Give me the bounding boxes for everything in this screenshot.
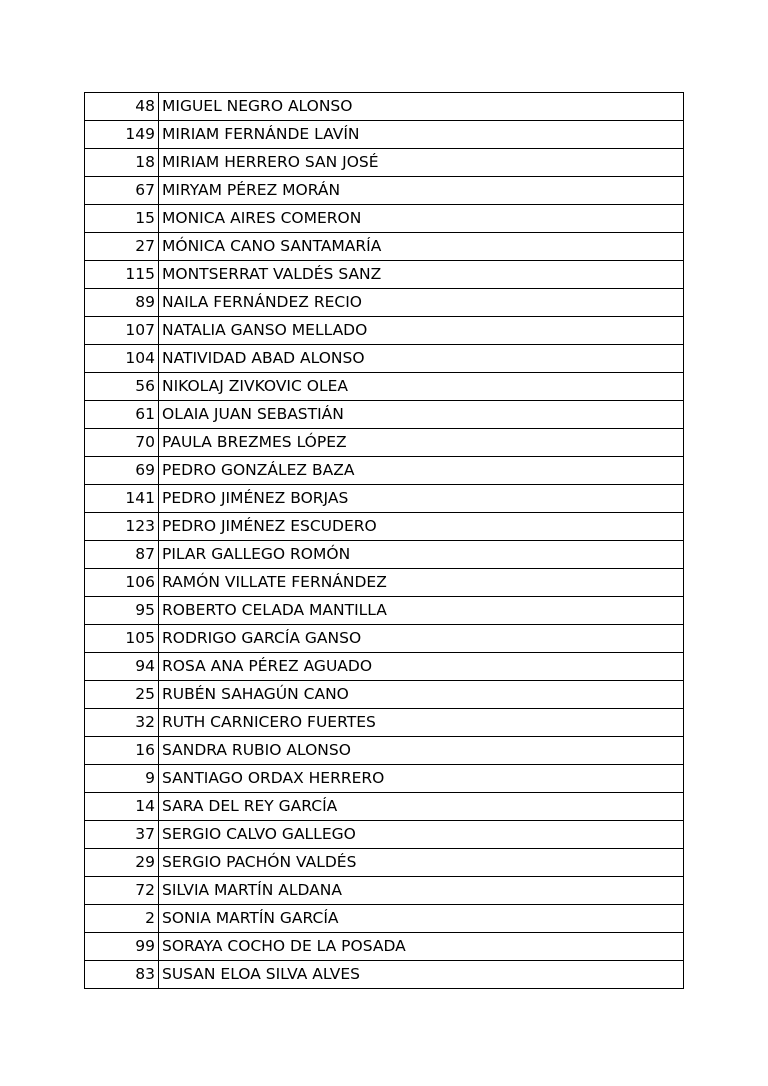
table-row — [85, 289, 684, 317]
row-number-cell: 27 — [85, 233, 159, 261]
row-number-cell: 105 — [85, 625, 159, 653]
table-row — [85, 149, 684, 177]
row-name-cell: SILVIA MARTÍN ALDANA — [159, 877, 684, 905]
table-row — [85, 625, 684, 653]
row-number-cell: 141 — [85, 485, 159, 513]
table-row — [85, 597, 684, 625]
table-row — [85, 681, 684, 709]
row-number-cell: 70 — [85, 429, 159, 457]
row-number-cell: 115 — [85, 261, 159, 289]
table-row — [85, 233, 684, 261]
row-name-cell: SUSAN ELOA SILVA ALVES — [159, 961, 684, 989]
row-number-cell: 61 — [85, 401, 159, 429]
row-number-cell: 99 — [85, 933, 159, 961]
row-name-cell: NATIVIDAD ABAD ALONSO — [159, 345, 684, 373]
row-name-cell: MIRIAM FERNÁNDE LAVÍN — [159, 121, 684, 149]
row-number-cell: 104 — [85, 345, 159, 373]
row-number-cell: 2 — [85, 905, 159, 933]
table-row — [85, 849, 684, 877]
row-name-cell: MONICA AIRES COMERON — [159, 205, 684, 233]
row-number-cell: 29 — [85, 849, 159, 877]
table-row — [85, 541, 684, 569]
row-number-cell: 94 — [85, 653, 159, 681]
row-name-cell: MIRYAM PÉREZ MORÁN — [159, 177, 684, 205]
row-number-cell: 72 — [85, 877, 159, 905]
table-row — [85, 401, 684, 429]
row-name-cell: PEDRO JIMÉNEZ ESCUDERO — [159, 513, 684, 541]
row-name-cell: MIRIAM HERRERO SAN JOSÉ — [159, 149, 684, 177]
table-row — [85, 317, 684, 345]
table-row — [85, 205, 684, 233]
table-row — [85, 373, 684, 401]
row-number-cell: 95 — [85, 597, 159, 625]
table-row — [85, 653, 684, 681]
row-name-cell: PILAR GALLEGO ROMÓN — [159, 541, 684, 569]
table-row — [85, 177, 684, 205]
table-row — [85, 961, 684, 989]
table-row — [85, 345, 684, 373]
row-number-cell: 14 — [85, 793, 159, 821]
table-row — [85, 429, 684, 457]
roster-table — [84, 92, 684, 989]
row-name-cell: NATALIA GANSO MELLADO — [159, 317, 684, 345]
row-number-cell: 107 — [85, 317, 159, 345]
table-row — [85, 709, 684, 737]
table-row — [85, 905, 684, 933]
row-name-cell: RUTH CARNICERO FUERTES — [159, 709, 684, 737]
row-name-cell: SANDRA RUBIO ALONSO — [159, 737, 684, 765]
table-row — [85, 93, 684, 121]
row-number-cell: 16 — [85, 737, 159, 765]
row-name-cell: MIGUEL NEGRO ALONSO — [159, 93, 684, 121]
row-number-cell: 87 — [85, 541, 159, 569]
row-number-cell: 18 — [85, 149, 159, 177]
table-row — [85, 765, 684, 793]
row-number-cell: 123 — [85, 513, 159, 541]
row-name-cell: ROBERTO CELADA MANTILLA — [159, 597, 684, 625]
row-name-cell: SORAYA COCHO DE LA POSADA — [159, 933, 684, 961]
row-number-cell: 25 — [85, 681, 159, 709]
table-row — [85, 821, 684, 849]
row-number-cell: 67 — [85, 177, 159, 205]
row-number-cell: 56 — [85, 373, 159, 401]
row-number-cell: 106 — [85, 569, 159, 597]
row-number-cell: 9 — [85, 765, 159, 793]
row-number-cell: 89 — [85, 289, 159, 317]
table-row — [85, 121, 684, 149]
row-name-cell: SANTIAGO ORDAX HERRERO — [159, 765, 684, 793]
row-number-cell: 32 — [85, 709, 159, 737]
table-row — [85, 737, 684, 765]
row-name-cell: NAILA FERNÁNDEZ RECIO — [159, 289, 684, 317]
row-name-cell: PAULA BREZMES LÓPEZ — [159, 429, 684, 457]
row-number-cell: 37 — [85, 821, 159, 849]
table-row — [85, 877, 684, 905]
table-row — [85, 261, 684, 289]
table-row — [85, 457, 684, 485]
row-name-cell: SERGIO PACHÓN VALDÉS — [159, 849, 684, 877]
row-name-cell: MÓNICA CANO SANTAMARÍA — [159, 233, 684, 261]
table-row — [85, 485, 684, 513]
row-name-cell: RUBÉN SAHAGÚN CANO — [159, 681, 684, 709]
row-number-cell: 15 — [85, 205, 159, 233]
table-row — [85, 569, 684, 597]
row-name-cell: PEDRO GONZÁLEZ BAZA — [159, 457, 684, 485]
roster-table-body — [85, 93, 684, 989]
row-name-cell: NIKOLAJ ZIVKOVIC OLEA — [159, 373, 684, 401]
row-number-cell: 149 — [85, 121, 159, 149]
row-name-cell: SERGIO CALVO GALLEGO — [159, 821, 684, 849]
table-row — [85, 513, 684, 541]
table-row — [85, 793, 684, 821]
row-number-cell: 83 — [85, 961, 159, 989]
row-number-cell: 69 — [85, 457, 159, 485]
row-name-cell: ROSA ANA PÉREZ AGUADO — [159, 653, 684, 681]
row-name-cell: RODRIGO GARCÍA GANSO — [159, 625, 684, 653]
row-name-cell: SARA DEL REY GARCÍA — [159, 793, 684, 821]
table-row — [85, 933, 684, 961]
row-name-cell: RAMÓN VILLATE FERNÁNDEZ — [159, 569, 684, 597]
row-name-cell: PEDRO JIMÉNEZ BORJAS — [159, 485, 684, 513]
row-name-cell: OLAIA JUAN SEBASTIÁN — [159, 401, 684, 429]
row-number-cell: 48 — [85, 93, 159, 121]
row-name-cell: MONTSERRAT VALDÉS SANZ — [159, 261, 684, 289]
row-name-cell: SONIA MARTÍN GARCÍA — [159, 905, 684, 933]
